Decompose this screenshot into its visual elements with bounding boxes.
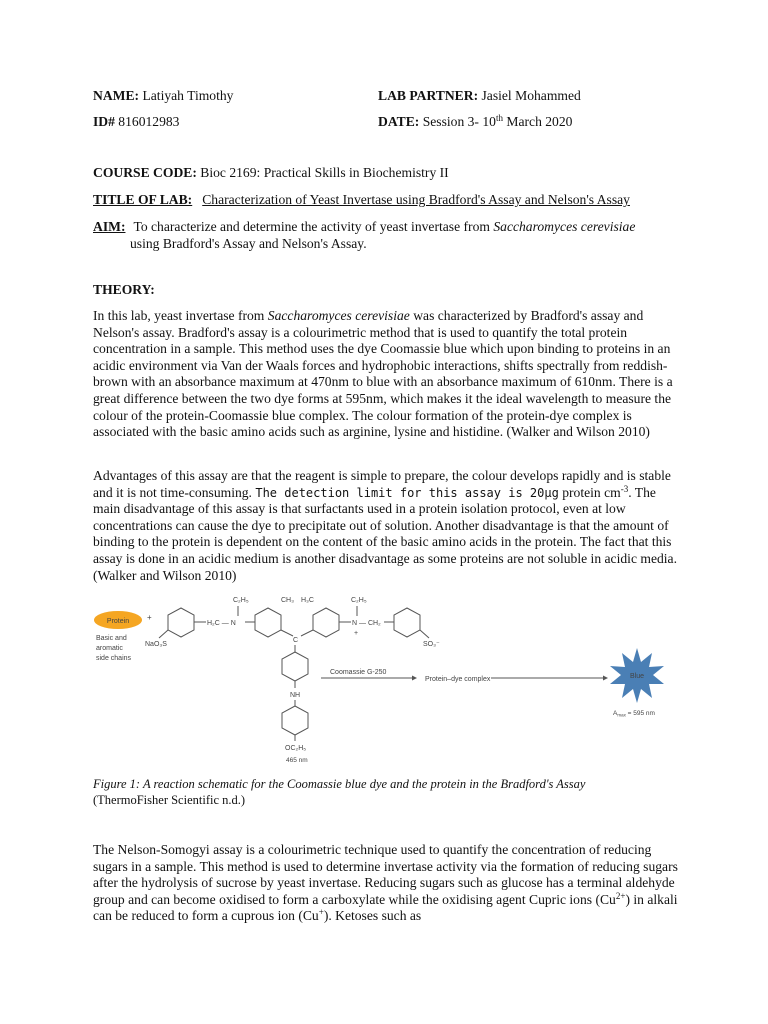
theory-p2-post: . The main disadvantage of this assay is that surfactants used in a protein isolation protocol, even at low concentrations can cause the dye to precipitate out of solution. Another disadvantage is that the amount of binding to the protein is dependent on the content of the basic amino acids in the protein. The fact that this assay is done in an acidic medium is another disadvantage as some proteins are not soluble in acidic media. (Walker and Wilson 2010) xyxy=(93,484,677,583)
partner-line xyxy=(378,88,581,105)
side-chain-text-3: side chains xyxy=(96,655,132,662)
figure-caption xyxy=(93,776,585,808)
name-value: Latiyah Timothy xyxy=(139,88,234,103)
title-value: Characterization of Yeast Invertase using Bradford's Assay and Nelson's Assay xyxy=(202,192,630,207)
c2h5-left-label: C₂H₅ xyxy=(233,597,249,604)
bond-4 xyxy=(281,630,293,636)
date-post: March 2020 xyxy=(502,114,573,129)
course-value: Bioc 2169: Practical Skills in Biochemistry II xyxy=(196,165,449,180)
theory-paragraph-2 xyxy=(93,468,683,584)
date-sup: th xyxy=(495,113,503,123)
aim-text-1: To characterize and determine the activity of yeast invertase from xyxy=(133,219,494,234)
reaction-schematic-figure xyxy=(93,590,673,765)
nelson-post: ). Ketoses such as xyxy=(323,908,422,924)
nelson-pre: The Nelson-Somogyi assay is a colourimetric technique used to quantify the concentration of reducing sugars in a sample. This method is used to determine invertase activity via the formation of reducing sugars after the hydrolysis of sucrose by yeast invertase. Reducing sugars such as glucose has a terminal aldehyde group and can become oxidised to form a carboxylate while the oxidising agent Cupric ions (Cu xyxy=(93,842,678,907)
ch3-label: CH₃ xyxy=(281,597,294,604)
left-ring xyxy=(168,608,194,637)
date-line xyxy=(378,114,572,131)
aim-line-1 xyxy=(93,219,635,236)
right-ring xyxy=(394,608,420,637)
id-value: 816012983 xyxy=(114,114,180,129)
bond-9 xyxy=(420,630,429,638)
title-label: TITLE OF LAB: xyxy=(93,192,193,207)
aim-species: Saccharomyces cerevisiae xyxy=(493,219,636,234)
nelson-sup-1: 2+ xyxy=(615,890,626,901)
bond-5 xyxy=(301,630,313,636)
arrow-2-head xyxy=(603,676,608,681)
aim-line-2: using Bradford's Assay and Nelson's Assay. xyxy=(130,236,367,251)
theory-p2-pre: Advantages of this assay are that the reagent is simple to prepare, the colour develops rapidly and is stable and it is not time-consuming. xyxy=(93,468,671,500)
theory-p1-post: was characterized by Bradford's assay and Nelson's assay. Bradford's assay is a colourimetric method that is used to quantify the total protein concentration in a sample. This method uses the dye Coomassie blue which upon binding to proteins in an acidic environment via Van der Waals forces and hydrophobic interactions, shifts spectrally from reddish-brown with an absorbance maximum at 470nm to blue with an absorbance maximum of 610nm. There is a great difference between the two dye forms at 595nm, which makes it the ideal wavelength to measure the colour of the protein-Coomassie blue complex. The colour formation of the protein-dye complex is associated with the basic amino acids such as arginine, lysine and histidine. (Walker and Wilson 2010) xyxy=(93,308,673,440)
name-line xyxy=(93,88,233,105)
nh-label: NH xyxy=(290,692,301,699)
oc2h5-label: OC₂H₅ xyxy=(285,745,307,752)
h3c-label: H₃C xyxy=(301,597,314,604)
wavelength-465: 465 nm xyxy=(286,757,308,764)
course-line xyxy=(93,165,449,182)
naos-label: NaO₃S xyxy=(145,641,167,648)
figure-caption-line-1: Figure 1: A reaction schematic for the Coomassie blue dye and the protein in the Bradford's Assay xyxy=(93,777,586,791)
third-ring xyxy=(313,608,339,637)
theory-p1-pre: In this lab, yeast invertase from xyxy=(93,308,268,323)
nelson-mid: ) in alkali can be reduced to form a cuprous ion (Cu xyxy=(93,891,678,924)
theory-heading xyxy=(93,282,155,299)
theory-p2-mono: The detection limit for this assay is 20μg xyxy=(255,485,559,500)
amax-a: A xyxy=(613,710,618,717)
h2c-n-label: H₂C — N xyxy=(207,620,236,627)
lower-ring-2 xyxy=(282,706,308,735)
left-ring-bond xyxy=(159,630,168,638)
id-label: ID# xyxy=(93,114,115,129)
nelson-sup-2: + xyxy=(318,907,324,918)
side-chain-text-2: aromatic xyxy=(96,645,123,652)
complex-label: Protein–dye complex xyxy=(425,676,491,683)
n-ch2-label: N — CH₂ xyxy=(352,620,381,627)
amax-value: = 595 nm xyxy=(625,710,655,717)
side-chain-text-1: Basic and xyxy=(96,635,127,642)
partner-label: LAB PARTNER: xyxy=(378,88,479,103)
theory-p1-species: Saccharomyces cerevisiae xyxy=(267,308,410,323)
protein-label: Protein xyxy=(106,618,130,625)
date-pre: Session 3- 10 xyxy=(419,114,496,129)
figure-caption-line-2: (ThermoFisher Scientific n.d.) xyxy=(93,793,246,807)
theory-p2-sup: -3 xyxy=(620,483,629,494)
id-line xyxy=(93,114,179,131)
course-label: COURSE CODE: xyxy=(93,165,197,180)
amax-label xyxy=(613,710,655,718)
coomassie-label: Coomassie G-250 xyxy=(330,669,387,676)
partner-value: Jasiel Mohammed xyxy=(478,88,581,103)
arrow-1-head xyxy=(412,676,417,681)
central-carbon: C xyxy=(293,637,299,644)
plus-sign: + xyxy=(147,613,152,622)
aim-label: AIM: xyxy=(93,219,126,234)
theory-p2-mid: protein cm xyxy=(558,484,621,500)
c2h5-right-label: C₂H₅ xyxy=(351,597,367,604)
nelson-paragraph xyxy=(93,842,683,925)
second-ring xyxy=(255,608,281,637)
theory-paragraph-1 xyxy=(93,308,683,441)
date-label: DATE: xyxy=(378,114,420,129)
title-line xyxy=(93,192,630,209)
amax-sub: max xyxy=(617,712,626,718)
theory-heading-text: THEORY: xyxy=(93,282,155,297)
so3-label: SO₃⁻ xyxy=(423,641,440,648)
blue-label: Blue xyxy=(629,673,645,680)
lower-ring-1 xyxy=(282,652,308,681)
n-plus-label: + xyxy=(354,630,359,637)
name-label: NAME: xyxy=(93,88,140,103)
